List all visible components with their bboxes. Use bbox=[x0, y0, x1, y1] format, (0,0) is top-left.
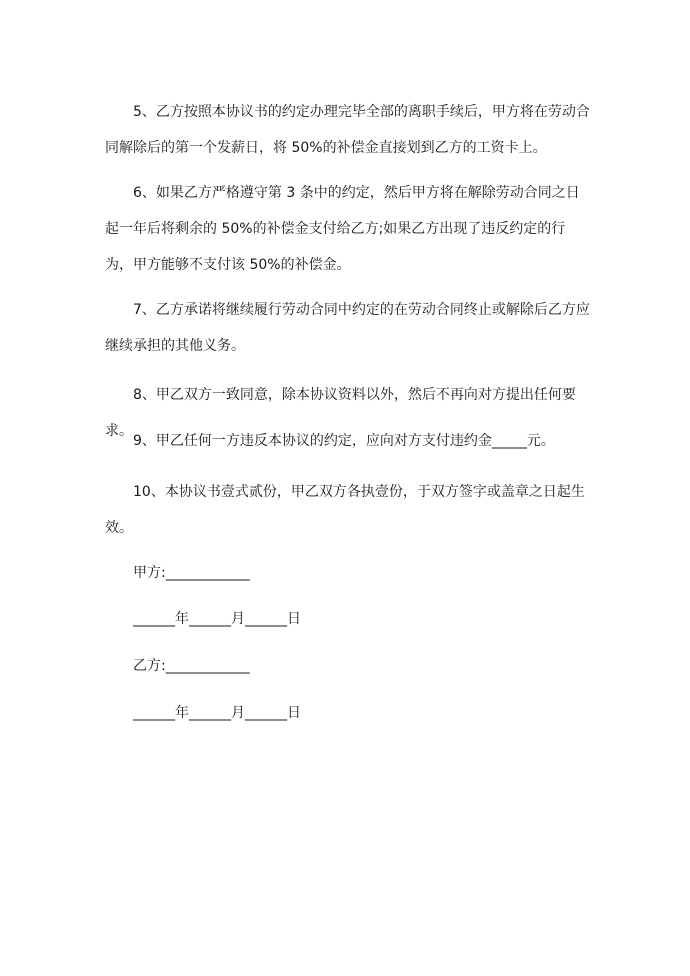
party-a-signature-line: 甲方:____________ bbox=[133, 565, 250, 581]
clause-6: 6、如果乙方严格遵守第 3 条中的约定，然后甲方将在解除劳动合同之日起一年后将剩余的 50%的补偿金支付给乙方;如果乙方出现了违反约定的行为，甲方能够不支付该 50%的补偿金。 bbox=[105, 185, 580, 273]
clause-10: 10、本协议书壹式贰份，甲乙双方各执壹份，于双方签字或盖章之日起生效。 bbox=[105, 484, 585, 536]
clause-8: 8、甲乙双方一致同意，除本协议资料以外，然后不再向对方提出任何要求。 bbox=[105, 387, 576, 439]
clause-7: 7、乙方承诺将继续履行劳动合同中约定的在劳动合同终止或解除后乙方应继续承担的其他义务。 bbox=[105, 302, 590, 354]
party-b-date-line: ______年______月______日 bbox=[133, 705, 301, 721]
party-a-date-line: ______年______月______日 bbox=[133, 611, 301, 627]
clause-9: 9、甲乙任何一方违反本协议的约定，应向对方支付违约金_____元。 bbox=[133, 433, 555, 449]
party-b-signature-line: 乙方:____________ bbox=[133, 658, 250, 674]
clause-5: 5、乙方按照本协议书的约定办理完毕全部的离职手续后，甲方将在劳动合同解除后的第一个发薪日，将 50%的补偿金直接划到乙方的工资卡上。 bbox=[105, 104, 590, 156]
